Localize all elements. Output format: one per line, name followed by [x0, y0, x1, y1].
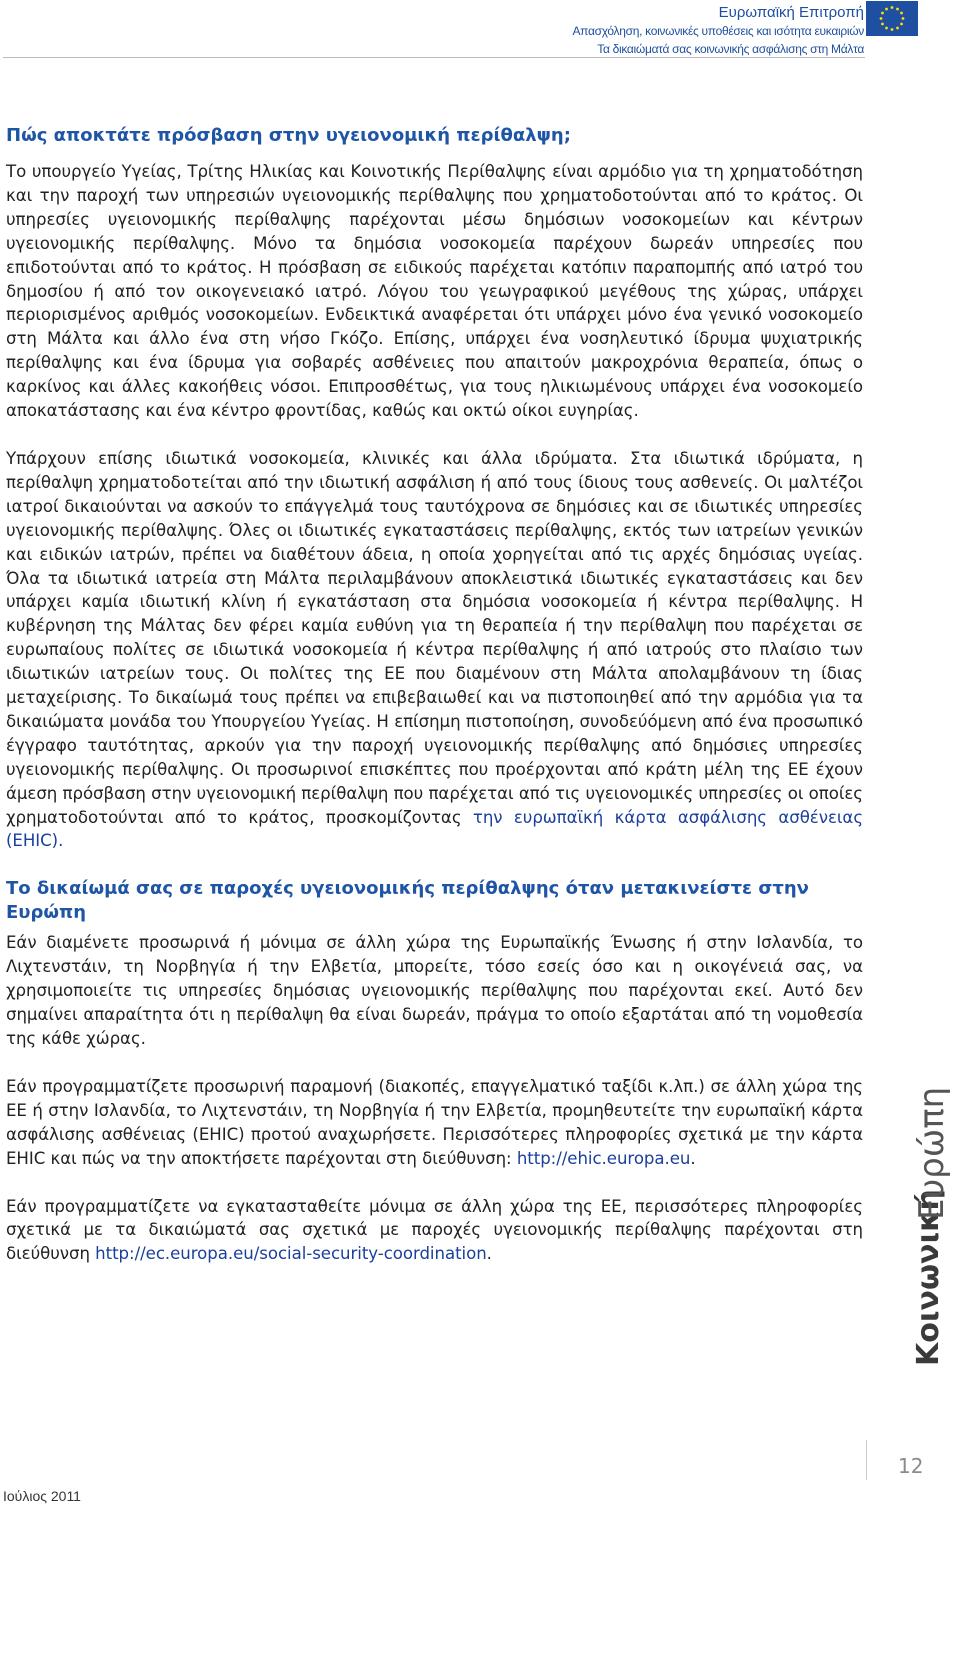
flag-star [891, 28, 894, 31]
page-number: 12 [898, 1454, 924, 1478]
page-content [6, 124, 863, 1266]
flag-star [896, 8, 899, 11]
flag-star [881, 23, 884, 26]
flag-star [885, 8, 888, 11]
paragraph-private-healthcare [6, 447, 863, 853]
header-doc-title: Τα δικαιώματά σας κοινωνικής ασφάλισης στη Μάλτα [597, 42, 864, 56]
ehic-url-link[interactable]: http://ehic.europa.eu [516, 1148, 691, 1168]
paragraph-public-healthcare: Το υπουργείο Υγείας, Τρίτης Ηλικίας και Κοινοτικής Περίθαλψης είναι αρμόδιο για τη χρηματοδότηση και την παροχή των υπηρεσιών υγειονομικής περίθαλψης που χρηματοδοτούνται από το κράτος. Οι υπηρεσίες υγειονομικής περίθαλψης παρέχονται μέσω δημόσιων νοσοκομείων και κέντρων υγειονομικής περίθαλψης. Μόνο τα δημόσια νοσοκομεία παρέχουν δωρεάν υπηρεσίες που επιδοτούνται από το κράτος. Η πρόσβαση σε ειδικούς παρέχεται κατόπιν παραπομπής από ιατρό του δημοσίου ή από τον οικογενειακό ιατρό. Λόγου του γεωγραφικού μεγέθους της χώρας, υπάρχει περιορισμένος αριθμός νοσοκομείων. Ενδεικτικά αναφέρεται ότι υπάρχει μόνο ένα γενικό νοσοκομείο στη Μάλτα και άλλο ένα στη νήσο Γκόζο. Επίσης, υπάρχει ένα νοσηλευτικό ίδρυμα ψυχιατρικής περίθαλψης και ένα ίδρυμα για σοβαρές ασθένειες που απαιτούν μακροχρόνια θεραπεία, όπως ο καρκίνος και άλλες κακοήθεις νόσοι. Επιπροσθέτως, για τους ηλικιωμένους υπάρχει ένα νοσοκομείο αποκατάστασης και ένα κέντρο φροντίδας, καθώς και οκτώ οίκοι ευγηρίας. [6, 162, 863, 421]
brand-word-social: Κοινωνική [911, 1189, 946, 1366]
paragraph-private-text: Υπάρχουν επίσης ιδιωτικά νοσοκομεία, κλινικές και άλλα ιδρύματα. Στα ιδιωτικά ιδρύματα, η περίθαλψη χρηματοδοτείται από την ιδιωτική ασφάλιση ή από τους ίδιους τους ασθενείς. Οι μαλτέζοι ιατροί δικαιούνται να ασκούν το επάγγελμά τους ταυτόχρονα σε δημόσιες και σε ιδιωτικές υπηρεσίες υγειονομικής περίθαλψης. Όλες οι ιδιωτικές εγκαταστάσεις περίθαλψης, εκτός των ιατρείων γενικών και ειδικών ιατρών, πρέπει να διαθέτουν άδεια, η οποία χορηγείται από τις αρχές δημόσιας υγείας. Όλα τα ιδιωτικά ιατρεία στη Μάλτα περιλαμβάνουν αποκλειστικά ιδιωτικές εγκαταστάσεις και δεν υπάρχει καμία ιδιωτική κλίνη ή εγκατάσταση στα δημόσια νοσοκομεία ή κέντρα περίθαλψης. Η κυβέρνηση της Μάλτας δεν φέρει καμία ευθύνη για τη θεραπεία ή την περίθαλψη που παρέχεται σε ευρωπαίους πολίτες σε ιδιωτικά νοσοκομεία ή κέντρα περίθαλψης ή από ιατρούς στο πλαίσιο των ιδιωτικών ιατρείων τους. Οι πολίτες της ΕΕ που διαμένουν στη Μάλτα απολαμβάνουν τη ίδιας μεταχείρισης. Το δικαίωμά τους πρέπει να επιβεβαιωθεί και να πιστοποιηθεί από την αρμόδια για τα δικαιώματα μονάδα του Υπουργείου Υγείας. Η επίσημη πιστοποίηση, συνοδεύόμενη από ένα προσωπικό έγγραφο ταυτότητας, αρκούν για την παροχή υγειονομικής περίθαλψης από δημόσιες υπηρεσίες υγειονομικής περίθαλψης. Οι προσωρινοί επισκέπτες που προέρχονται από κράτη μέλη της ΕΕ έχουν άμεση πρόσβαση στην υγειονομική περίθαλψη που παρέχεται από τις υγειονομικές υπηρεσίες οι οποίες χρηματοδοτούνται από το κράτος, προσκομίζοντας [6, 448, 863, 827]
footer-date: Ιούλιος 2011 [3, 1488, 81, 1504]
paragraph-temporary-stay [6, 1075, 863, 1171]
flag-star [880, 17, 883, 20]
header-dg: Απασχόληση, κοινωνικές υποθέσεις και ισότητα ευκαιριών [572, 24, 864, 38]
header-divider [3, 57, 865, 58]
paragraph-temporary-end: . [690, 1148, 696, 1168]
paragraph-permanent-move [6, 1195, 863, 1267]
flag-star [896, 27, 899, 30]
eu-flag-icon [866, 1, 918, 36]
social-europe-brand [905, 1189, 965, 1666]
section-heading-access: Πώς αποκτάτε πρόσβαση στην υγειονομική περίθαλψη; [6, 125, 571, 146]
footer-divider [866, 1440, 867, 1480]
flag-star [881, 12, 884, 15]
brand-word-europe: Ευρώπη [912, 1086, 952, 1220]
paragraph-permanent-end: . [486, 1244, 492, 1264]
paragraph-residence-abroad: Εάν διαμένετε προσωρινά ή μόνιμα σε άλλη χώρα της Ευρωπαϊκής Ένωσης ή στην Ισλανδία, το Λιχτενστάιν, τη Νορβηγία ή την Ελβετία, μπορείτε, τόσο εσείς όσο και η οικογένειά σας, να χρησιμοποιείτε τις υπηρεσίες δημόσιας υγειονομικής περίθαλψης που παρέχονται εκεί. Αυτό δεν σημαίνει απαραίτητα ότι η περίθαλψη θα είναι δωρεάν, πράγμα το οποίο εξαρτάται από τη νομοθεσία της κάθε χώρας. [6, 933, 863, 1048]
document-header [572, 4, 864, 58]
flag-star [902, 17, 905, 20]
social-security-link[interactable]: http://ec.europa.eu/social-security-coordination [95, 1244, 487, 1264]
flag-star [900, 23, 903, 26]
section-heading-europe: Το δικαίωμά σας σε παροχές υγειονομικής περίθαλψης όταν μετακινείστε στην Ευρώπη [6, 878, 809, 924]
ehic-link[interactable]: την ευρωπαϊκή κάρτα ασφάλισης ασθένειας (EHIC). [6, 807, 864, 851]
header-org: Ευρωπαϊκή Επιτροπή [718, 4, 864, 21]
flag-star [900, 12, 903, 15]
flag-star [891, 6, 894, 9]
brand-word-europe-wrap [905, 1060, 955, 1220]
flag-star [885, 27, 888, 30]
paragraph-temporary-text: Εάν προγραμματίζετε προσωρινή παραμονή (διακοπές, επαγγελματικό ταξίδι κ.λπ.) σε άλλη χώρα της ΕΕ ή στην Ισλανδία, το Λιχτενστάιν, τη Νορβηγία ή την Ελβετία, προμηθευτείτε την ευρωπαϊκή κάρτα ασφάλισης ασθένειας (EHIC) προτού αναχωρήσετε. Περισσότερες πληροφορίες σχετικά με την κάρτα EHIC και πώς να την αποκτήσετε παρέχονται στη διεύθυνση: [6, 1076, 863, 1168]
paragraph-permanent-text: Εάν προγραμματίζετε να εγκατασταθείτε μόνιμα σε άλλη χώρα της ΕΕ, περισσότερες πληροφορίες σχετικά με τα δικαιώματά σας σχετικά με παροχές υγειονομικής περίθαλψης παρέχονται στη διεύθυνση [6, 1196, 863, 1264]
